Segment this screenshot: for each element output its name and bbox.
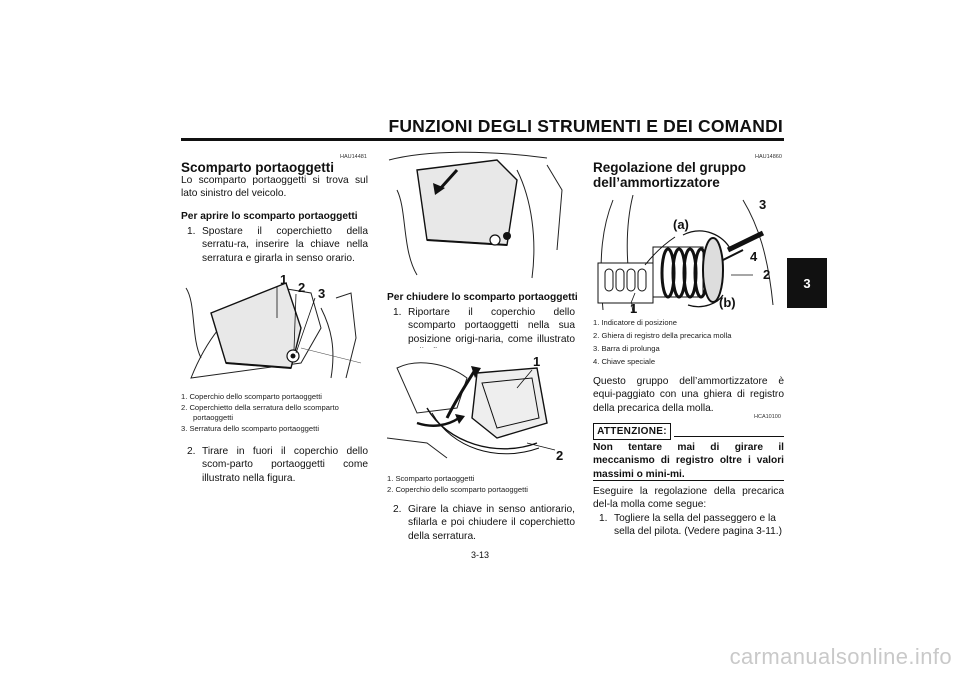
storage-close-figure [387, 348, 575, 470]
page-header-title: FUNZIONI DEGLI STRUMENTI E DEI COMANDI [388, 116, 783, 136]
intro-paragraph: Lo scomparto portaoggetti si trova sul lato sinistro del veicolo. [181, 175, 368, 200]
caption-item: 1. Coperchio dello scomparto portaoggetti [181, 392, 322, 401]
close-step-1: Riportare il coperchio dello scomparto portaoggetti nella sua posizione origi-naria, come illustrato [408, 307, 575, 345]
section-code: HAU14860 [755, 154, 782, 160]
close-step-2: Girare la chiave in senso antiorario, sfilarla e poi chiudere il coperchietto della serratura. [408, 504, 575, 542]
section-title: Scomparto portaoggetti [181, 160, 335, 175]
section-title: Regolazione del gruppo [593, 160, 747, 175]
figure-label: 1 [280, 272, 288, 287]
figure-label: 1 [630, 301, 638, 315]
open-subtitle: Per aprire lo scomparto portaoggetti [181, 211, 358, 222]
storage-open-figure [181, 268, 369, 388]
caption-item: 2. Coperchietto della serratura dello scomparto [181, 403, 339, 412]
chapter-tab: 3 [787, 258, 827, 308]
adjust-paragraph: Eseguire la regolazione della precarica del-la molla come segue: [593, 486, 784, 511]
caption-item: portaoggetti [193, 413, 234, 422]
step-number: 2. [187, 446, 196, 457]
close-subtitle: Per chiudere lo scomparto portaoggetti [387, 292, 578, 303]
figure-label: (b) [719, 295, 736, 310]
page-number: 3-13 [470, 550, 489, 560]
caption-item: 2. Coperchio dello scomparto portaoggetti [387, 485, 528, 494]
warning-rule [674, 436, 784, 437]
step-number: 1. [599, 513, 608, 524]
storage-pull-figure [387, 150, 575, 280]
figure-label: (a) [673, 217, 689, 232]
section-title-cont: dell’ammortizzatore [593, 175, 720, 190]
shock-paragraph: Questo gruppo dell’ammortizzatore è equi-paggiato con una ghiera di registro della precarica della molla. [593, 376, 784, 414]
adjust-step-1: Togliere la sella del passeggero e la sella del pilota. (Vedere pagina 3-11.) [614, 513, 783, 538]
caption-item: 2. Ghiera di registro della precarica molla [593, 331, 732, 340]
section-code: HAU14481 [340, 154, 367, 160]
figure-label: 2 [763, 267, 771, 282]
figure-label: 1 [533, 354, 541, 369]
figure-label: 2 [298, 280, 306, 295]
open-step-1: Spostare il coperchietto della serratu-ra, inserire la chiave nella serratura e girarla in senso orario. [202, 226, 368, 264]
header-rule [181, 138, 784, 141]
caption-item: 1. Indicatore di posizione [593, 318, 678, 327]
step-number: 1. [393, 307, 402, 318]
figure-label: 3 [318, 286, 326, 301]
step-number: 2. [393, 504, 402, 515]
figure-label: 4 [750, 249, 758, 264]
watermark: carmanualsonline.info [729, 644, 952, 669]
caption-item: 3. Serratura dello scomparto portaoggetti [181, 424, 320, 433]
caption-item: 4. Chiave speciale [593, 357, 656, 366]
figure-label: 3 [759, 197, 767, 212]
warning-text: Non tentare mai di girare il meccanismo di registro oltre i valori massimi o mini-mi. [593, 442, 784, 480]
caption-item: 1. Scomparto portaoggetti [387, 474, 475, 483]
warning-code: HCA10100 [754, 414, 781, 420]
caption-item: 3. Barra di prolunga [593, 344, 660, 353]
step-number: 1. [187, 226, 196, 237]
warning-end-rule [593, 480, 784, 481]
warning-label: ATTENZIONE: [593, 423, 671, 440]
open-step-2: Tirare in fuori il coperchio dello scom-parto portaoggetti come illustrato nella figura. [202, 446, 368, 484]
shock-absorber-figure [593, 195, 783, 315]
figure-label: 2 [556, 448, 564, 463]
